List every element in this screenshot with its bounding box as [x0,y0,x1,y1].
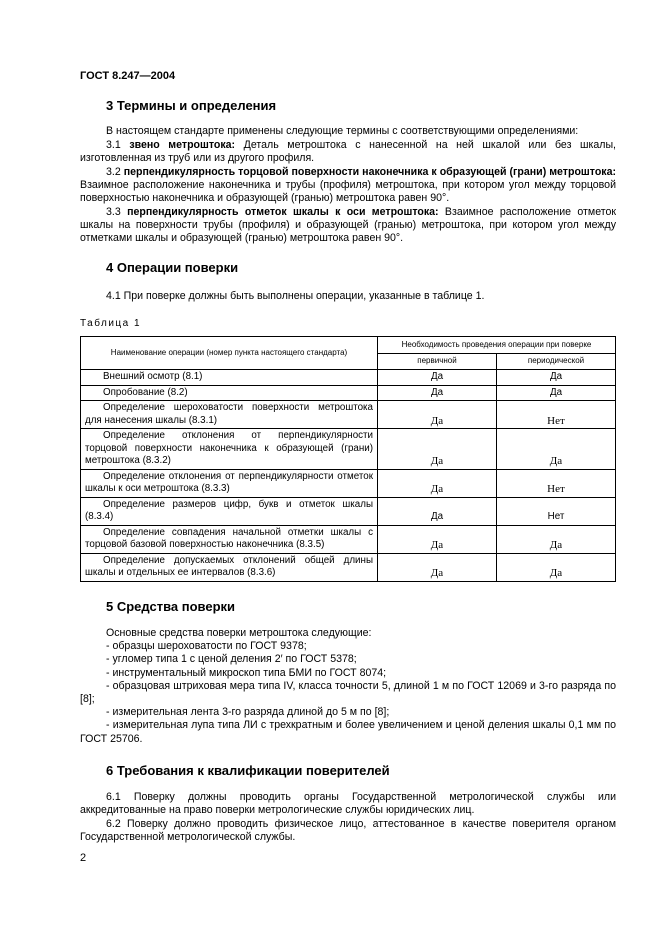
table-row [81,429,616,470]
operation-name-cell [81,469,378,497]
table-row [81,553,616,581]
term-3-1-definition: Деталь метроштока с нанесенной на ней шкалой или без шкалы, изготовленная из труб или из другого профиля. [80,139,617,165]
section-5-intro: Основные средства поверки метроштока следующие: [106,627,372,639]
column-header-need: Необходимость проведения операции при поверке [378,337,616,354]
term-3-2-term: перпендикулярность торцовой поверхности наконечника к образующей (грани) метроштока: [123,166,617,178]
term-3-3-definition: Взаимное расположение отметок шкалы на поверхности трубы (профиля) и образующей (гранью) метроштока, при котором угол между отметками шкалы и образующей (гранью) метроштока равен 90°. [80,206,616,245]
operation-name: Определение совпадения начальной отметки шкалы с торцовой базовой поверхностью наконечника (8.3.5) [85,526,373,550]
primary-value-cell: Да [378,385,497,401]
column-header-periodic: периодической [497,354,616,370]
operation-name-cell [81,429,378,470]
operation-name-cell [81,497,378,525]
operation-name: Внешний осмотр (8.1) [103,371,203,382]
section-6-paragraph-2: 6.2 Поверку должно проводить физическое лицо, аттестованное в качестве поверителя органом Государственной метрологической службы. [80,818,616,844]
table-caption: Таблица 1 [80,318,142,329]
periodic-value-cell: Да [497,429,616,470]
table-row [81,401,616,429]
list-item: - инструментальный микроскоп типа БМИ по ГОСТ 8074; [106,666,387,679]
term-3-3 [80,206,616,246]
periodic-value-cell: Нет [497,497,616,525]
periodic-value-cell: Да [497,385,616,401]
term-3-2 [80,166,616,206]
term-3-3-number: 3.3 [106,206,128,218]
operation-name: Определение отклонения от перпендикулярности торцовой поверхности наконечника к образующей (грани) метроштока (8.3.2) [85,430,373,466]
operation-name: Определение шероховатости поверхности метроштока для нанесения шкалы (8.3.1) [85,402,373,426]
column-header-primary: первичной [378,354,497,370]
primary-value-cell: Да [378,553,497,581]
operation-name: Опробование (8.2) [103,386,188,398]
primary-value-cell: Да [378,469,497,497]
primary-value-cell: Да [378,497,497,525]
term-3-2-definition: Взаимное расположение наконечника и трубы (профиля) метроштока, при котором угол между торцовой поверхностью наконечника и образующей (гранью) метроштока равен 90°. [80,179,616,205]
primary-value-cell: Да [378,370,497,386]
table-row [81,370,616,386]
periodic-value-cell: Да [497,525,616,553]
term-3-3-term: перпендикулярность отметок шкалы к оси метроштока: [127,206,439,218]
operation-name-cell [81,385,378,401]
list-item: - образцы шероховатости по ГОСТ 9378; [106,640,307,653]
periodic-value-cell: Нет [497,469,616,497]
table-body [81,370,616,582]
section-6-paragraph-1: 6.1 Поверку должны проводить органы Государственной метрологической службы или аккредитованные на право поверки метрологические службы юридических лиц. [80,791,616,817]
table-row [81,385,616,401]
operation-name-cell [81,401,378,429]
operation-name: Определение размеров цифр, букв и отметок шкалы (8.3.4) [85,498,373,522]
operation-name-cell [81,553,378,581]
table-row [81,497,616,525]
section-3-intro: В настоящем стандарте применены следующие термины с соответствующими определениями: [106,125,579,137]
term-3-2-number: 3.2 [106,166,124,178]
table-row [81,525,616,553]
periodic-value-cell: Нет [497,401,616,429]
term-3-1-term: звено метроштока: [129,139,236,151]
section-3-heading: 3 Термины и определения [106,98,277,113]
section-5-heading: 5 Средства поверки [106,599,236,614]
term-3-1-number: 3.1 [106,139,130,151]
operation-name: Определение отклонения от перпендикулярности отметок шкалы к оси метроштока (8.3.3) [85,470,373,494]
list-item: - измерительная лента 3-го разряда длиной до 5 м по [8]; [106,706,390,719]
periodic-value-cell: Да [497,370,616,386]
column-header-name: Наименование операции (номер пункта настоящего стандарта) [81,337,378,370]
operation-name-cell [81,370,378,386]
list-item: - образцовая штриховая мера типа IV, класса точности 5, длиной 1 м по ГОСТ 12069 и 3-го разряда по [8]; [80,679,616,706]
table-row [81,469,616,497]
page-number: 2 [80,852,87,864]
operation-name-cell [81,525,378,553]
document-header: ГОСТ 8.247—2004 [80,70,176,82]
term-3-1 [80,139,616,165]
periodic-value-cell: Да [497,553,616,581]
primary-value-cell: Да [378,401,497,429]
list-item: - измерительная лупа типа ЛИ с трехкратным и более увеличением и ценой деления шкалы 0,1 мм по ГОСТ 25706. [80,719,616,745]
section-4-heading: 4 Операции поверки [106,260,239,275]
list-item: - угломер типа 1 с ценой деления 2′ по ГОСТ 5378; [106,653,357,666]
primary-value-cell: Да [378,525,497,553]
section-5-list [80,627,616,746]
section-4-paragraph: 4.1 При поверке должны быть выполнены операции, указанные в таблице 1. [106,290,485,302]
operations-table [80,336,616,582]
operation-name: Определение допускаемых отклонений общей длины шкалы и отдельных ее интервалов (8.3.6) [85,554,373,578]
primary-value-cell: Да [378,429,497,470]
section-6-heading: 6 Требования к квалификации поверителей [106,763,390,778]
